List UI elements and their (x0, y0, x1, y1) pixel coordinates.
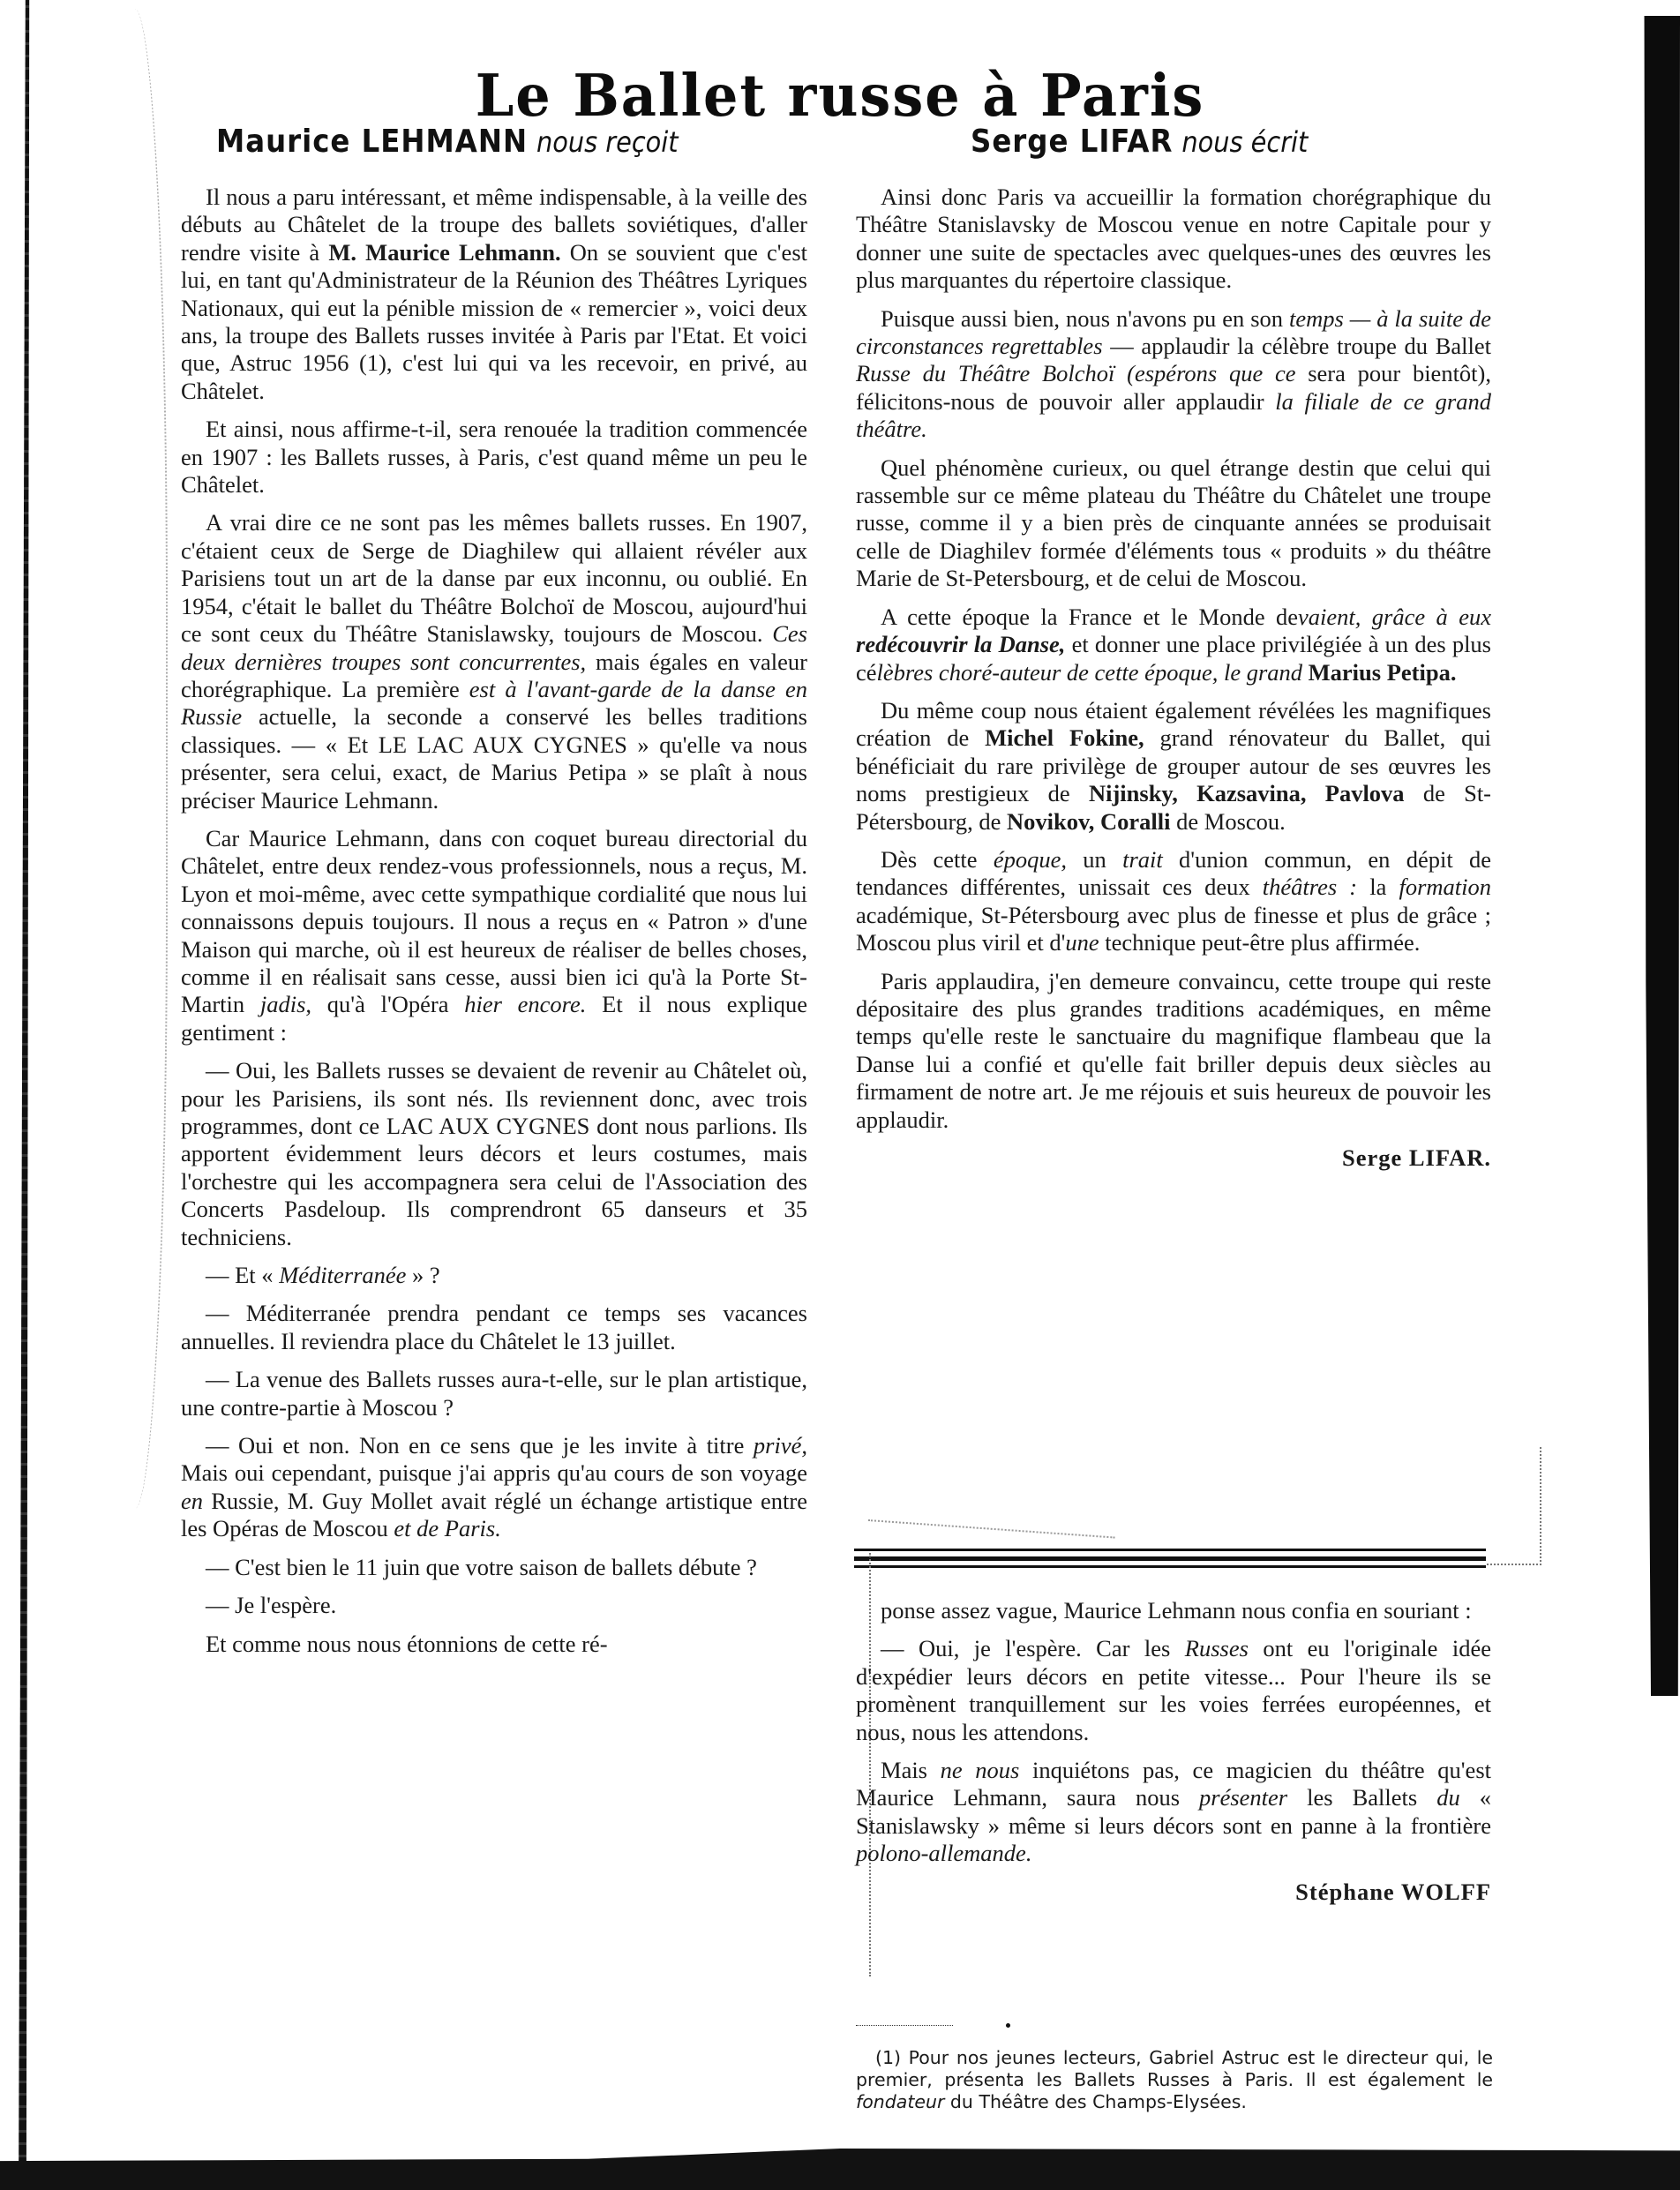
byline-lifar (971, 124, 1308, 160)
scan-fold-line (868, 1519, 1114, 1539)
paragraph: — Je l'espère. (206, 1592, 337, 1619)
scan-fold-curve (113, 9, 168, 1509)
paragraph: — C'est bien le 11 juin que votre saison de ballets débute ? (206, 1553, 757, 1580)
paragraph: Ainsi donc Paris va accueillir la formation chorégraphique du Théâtre Stanislavsky de Moscou venue en notre Capitale pour y donner une suite de spectacles avec quelques-unes des œuvres les plus marquantes du répertoire classique. (856, 184, 1491, 294)
scan-bottom-edge (0, 2149, 1680, 2190)
paragraph: A vrai dire ce ne sont pas les mêmes ballets russes. En 1907, c'étaient ceux de Serge de Diaghilew qui allaient révéler aux Parisiens tout un art de la danse par eux inconnu, ou oublié. En 1954, c'était le ballet du Théâtre Bolchoï de Moscou, aujourd'hui ce sont ceux du Théâtre Stanislawsky, toujours de Moscou. Ces deux dernières troupes sont concurrentes, mais égales en valeur chorégraphique. La première est à l'avant-garde de la danse en Russie actuelle, la seconde a conservé les belles traditions classiques. — « Et LE LAC AUX CYGNES » qu'elle va nous présenter, sera celui, exact, de Marius Petipa » se plaît à nous préciser Maurice Lehmann. (181, 509, 808, 814)
continuation-body (856, 1597, 1491, 1868)
paragraph: ponse assez vague, Maurice Lehmann nous confia en souriant : (881, 1597, 1472, 1624)
paragraph: Dès cette époque, un trait d'union commun, en dépit de tendances différentes, unissait ces deux théâtres : la formation académique, St-Pétersbourg avec plus de finesse et plus de grâce ; Moscou plus viril et d'une technique peut-être plus affirmée. (856, 845, 1492, 956)
paragraph: — Oui et non. Non en ce sens que je les invite à titre privé, Mais oui cependant, puisque j'ai appris qu'au cours de son voyage en Russie, M. Guy Mollet avait réglé un échange artistique entre les Opéras de Moscou et de Paris. (181, 1432, 807, 1542)
paragraph: Car Maurice Lehmann, dans con coquet bureau directorial du Châtelet, entre deux rendez-vous professionnels, nous a reçus, M. Lyon et moi-même, avec cette sympathique cordialité que nous lui connaissons depuis toujours. Il nous a reçus en « Patron » d'une Maison qui marche, où il est heureux de réaliser de belles choses, comme il en réalisait sans cesse, aussi bien ici qu'à la Porte St-Martin jadis, qu'à l'Opéra hier encore. Et il nous explique gentiment : (181, 824, 807, 1046)
footnote-dot (1006, 2023, 1010, 2028)
paragraph: Mais ne nous inquiétons pas, ce magicien du théâtre qu'est Maurice Lehmann, saura nous présenter les Ballets du « Stanislawsky » même si leurs décors sont en panne à la frontière polono-allemande. (856, 1757, 1491, 1867)
footnote-text: (1) Pour nos jeunes lecteurs, Gabriel Astruc est le directeur qui, le premier, présenta les Ballets Russes à Paris. Il est également le fondateur du Théâtre des Champs-Elysées. (856, 2047, 1493, 2112)
paragraph: Et comme nous nous étonnions de cette ré- (206, 1630, 608, 1657)
right-column-article (856, 184, 1491, 1182)
paragraph: — Oui, je l'espère. Car les Russes ont eu l'originale idée d'expédier leurs décors en petite vitesse... Pour l'heure ils se promènent tranquillement sur les voies ferrées européennes, et nous, nous les attendons. (856, 1635, 1491, 1745)
article-title: Le Ballet russe à Paris (475, 61, 1205, 130)
paragraph: — Oui, les Ballets russes se devaient de revenir au Châtelet où, pour les Parisiens, ils sont nés. Ils reviennent donc, avec trois programmes, dont ce LAC AUX CYGNES dont nous parlions. Ils apportent évidemment leurs décors et leurs costumes, mais l'orchestre qui les accompagnera sera celui de l'Association des Concerts Pasdeloup. Ils comprendront 65 danseurs et 35 techniciens. (181, 1057, 807, 1250)
paragraph: Quel phénomène curieux, ou quel étrange destin que celui qui rassemble sur ce même plateau du Théâtre du Châtelet une troupe russe, comme il y a bien près de cinquante années se produisait celle de Diaghilev formée d'éléments tous « produits » du théâtre Marie de St-Petersbourg, et de celui de Moscou. (856, 454, 1491, 592)
byline-verb: nous écrit (1181, 125, 1309, 159)
scan-fold-corner (1487, 1447, 1541, 1565)
continuation-article (856, 1597, 1491, 1916)
byline-lehmann (216, 124, 679, 160)
paragraph: Du même coup nous étaient également révélées les magnifiques création de Michel Fokine, grand rénovateur du Ballet, qui bénéficiait du rare privilège de grouper autour de ses œuvres les noms prestigieux de Nijinsky, Kazsavina, Pavlova de St-Pétersbourg, de Novikov, Coralli de Moscou. (856, 696, 1492, 835)
paragraph: Il nous a paru intéressant, et même indispensable, à la veille des débuts au Châtelet de la troupe des ballets soviétiques, d'aller rendre visite à M. Maurice Lehmann. On se souvient que c'est lui, en tant qu'Administrateur de la Réunion des Théâtres Lyriques Nationaux, qui eut la pénible mission de « remercier », voici deux ans, la troupe des Ballets russes invitée à Paris par l'Etat. Et voici que, Astruc 1956 (1), c'est lui qui va les recevoir, en privé, au Châtelet. (181, 184, 807, 404)
footnote (856, 2047, 1493, 2113)
byline-verb: nous reçoit (536, 125, 679, 159)
signature-lifar: Serge LIFAR. (1341, 1144, 1491, 1171)
byline-name: Serge LIFAR (971, 124, 1174, 160)
paragraph: Paris applaudira, j'en demeure convaincu, cette troupe qui reste dépositaire des plus grandes traditions académiques, en même temps qu'elle reste le sanctuaire du magnifique flambeau que la Danse lui a confié et qu'elle fait briller depuis deux siècles au firmament de notre art. Je me réjouis et suis heureux de pouvoir les applaudir. (856, 967, 1491, 1133)
left-column-article (181, 184, 807, 1669)
signature-wolff: Stéphane WOLFF (1295, 1878, 1491, 1905)
paragraph: — Méditerranée prendra pendant ce temps ses vacances annuelles. Il reviendra place du Châtelet le 13 juillet. (181, 1300, 807, 1354)
scan-right-edge (1641, 16, 1680, 2116)
paragraph: A cette époque la France et le Monde devaient, grâce à eux redécouvrir la Danse, et donner une place privilégiée à un des plus célèbres choré-auteur de cette époque, le grand Marius Petipa. (856, 603, 1491, 686)
paragraph: Puisque aussi bien, nous n'avons pu en son temps — à la suite de circonstances regrettables — applaudir la célèbre troupe du Ballet Russe du Théâtre Bolchoï (espérons que ce sera pour bientôt), félicitons-nous de pouvoir aller applaudir la filiale de ce grand théâtre. (856, 304, 1491, 443)
section-divider (854, 1549, 1486, 1571)
byline-name: Maurice LEHMANN (216, 124, 529, 160)
scan-left-edge (18, 0, 37, 2179)
lifar-body (856, 184, 1491, 1134)
paragraph: — La venue des Ballets russes aura-t-elle, sur le plan artistique, une contre-partie à Moscou ? (181, 1366, 807, 1421)
paragraph: — Et « Méditerranée » ? (206, 1262, 440, 1289)
footnote-rule (856, 2025, 953, 2026)
paragraph: Et ainsi, nous affirme-t-il, sera renouée la tradition commencée en 1907 : les Ballets russes, à Paris, c'est quand même un peu le Châtelet. (181, 416, 807, 499)
